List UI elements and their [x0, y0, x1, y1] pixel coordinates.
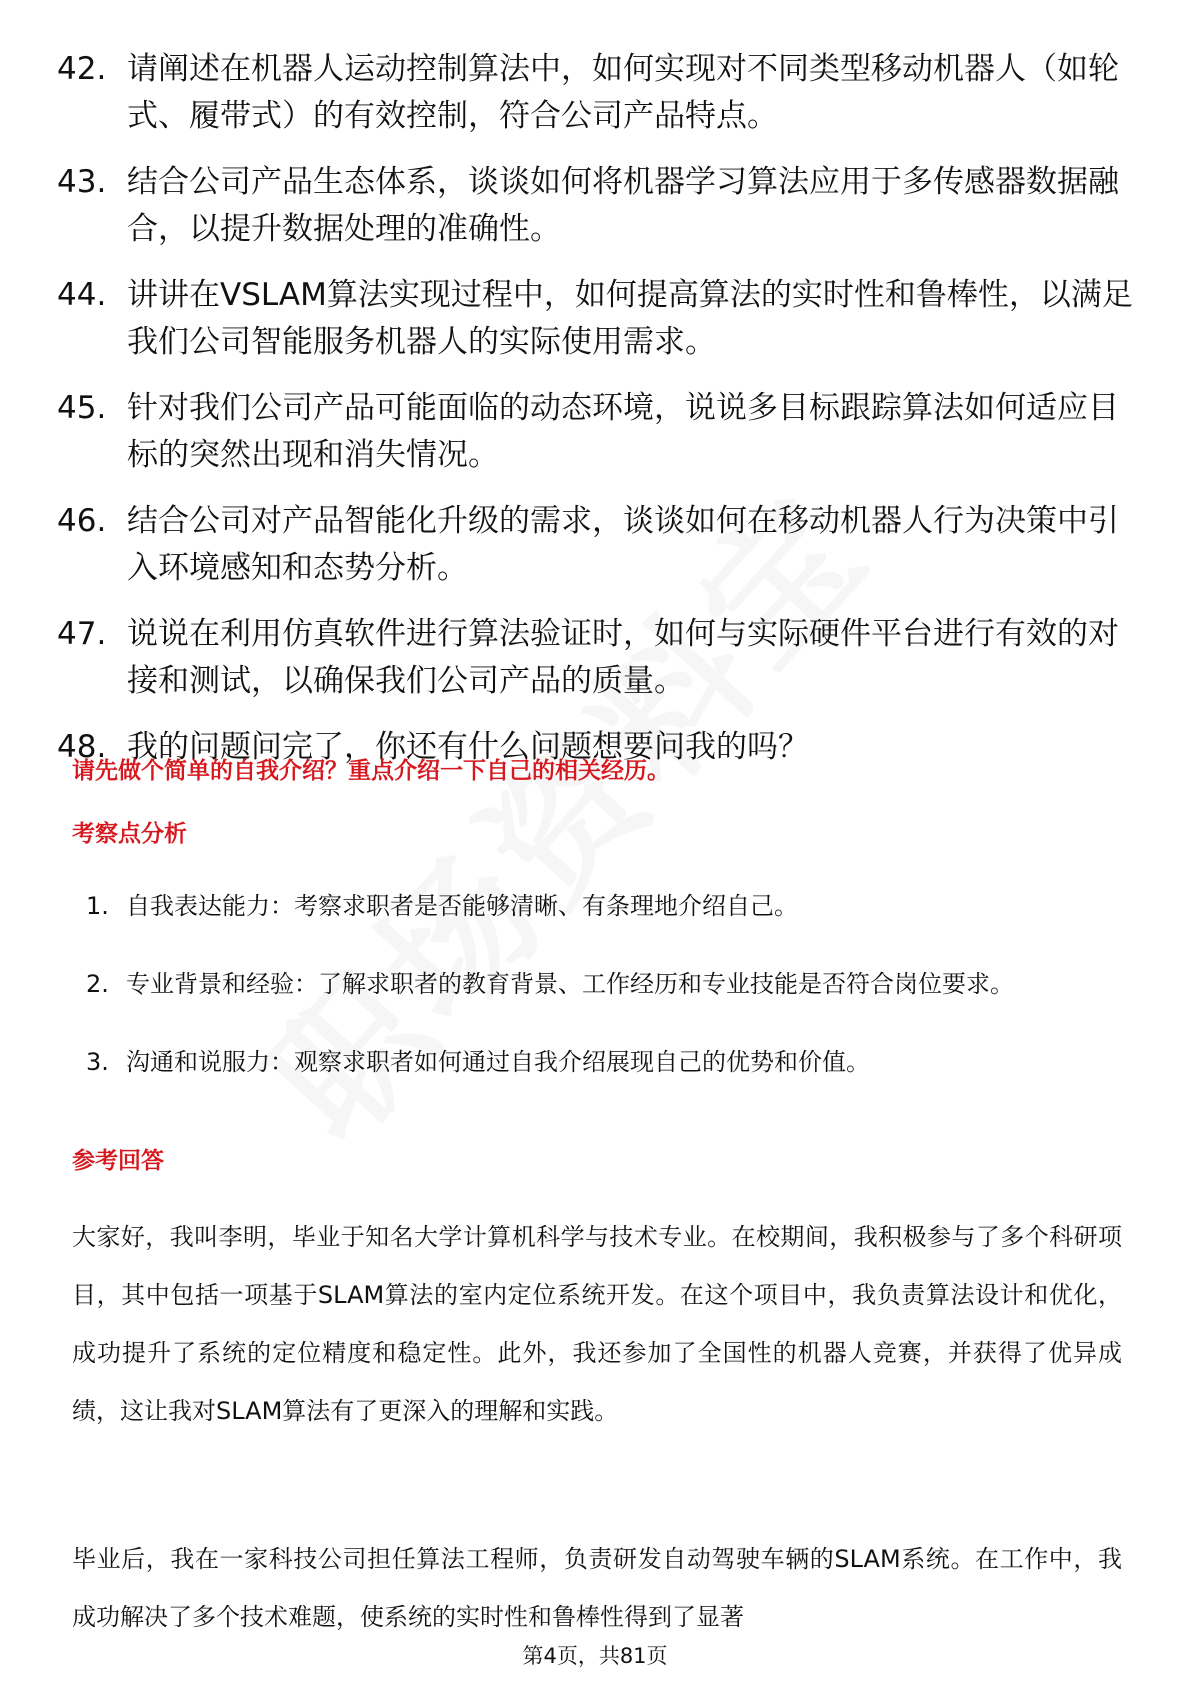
question-text: 我的问题问完了，你还有什么问题想要问我的吗？ — [127, 729, 809, 765]
analysis-point — [86, 956, 1126, 1012]
question-item — [57, 611, 1137, 705]
question-number: 46. — [57, 503, 107, 539]
question-text: 结合公司对产品智能化升级的需求，谈谈如何在移动机器人行为决策中引入环境感知和态势分析。 — [127, 503, 1119, 586]
question-text: 说说在利用仿真软件进行算法验证时，如何与实际硬件平台进行有效的对接和测试，以确保我们公司产品的质量。 — [127, 616, 1119, 699]
question-item — [57, 498, 1137, 592]
question-list — [57, 46, 1137, 790]
point-text: 沟通和说服力：观察求职者如何通过自我介绍展现自己的优势和价值。 — [126, 1048, 870, 1076]
question-item — [57, 159, 1137, 253]
question-number: 45. — [57, 390, 107, 426]
question-number: 43. — [57, 164, 107, 200]
question-text: 结合公司产品生态体系，谈谈如何将机器学习算法应用于多传感器数据融合，以提升数据处理的准确性。 — [127, 164, 1119, 247]
analysis-title: 考察点分析 — [72, 821, 187, 847]
featured-question: 请先做个简单的自我介绍？重点介绍一下自己的相关经历。 — [72, 758, 670, 784]
question-text: 请阐述在机器人运动控制算法中，如何实现对不同类型移动机器人（如轮式、履带式）的有效控制，符合公司产品特点。 — [127, 51, 1119, 134]
page-footer: 第4页，共81页 — [522, 1644, 668, 1668]
question-number: 48. — [57, 729, 107, 765]
question-item — [57, 46, 1137, 140]
point-number: 1. — [86, 892, 109, 920]
answer-paragraph: 毕业后，我在一家科技公司担任算法工程师，负责研发自动驾驶车辆的SLAM系统。在工作中，我成功解决了多个技术难题，使系统的实时性和鲁棒性得到了显著 — [72, 1545, 1122, 1631]
question-number: 42. — [57, 51, 107, 87]
point-number: 3. — [86, 1048, 109, 1076]
question-text: 针对我们公司产品可能面临的动态环境，说说多目标跟踪算法如何适应目标的突然出现和消失情况。 — [127, 390, 1119, 473]
point-text: 专业背景和经验：了解求职者的教育背景、工作经历和专业技能是否符合岗位要求。 — [126, 970, 1014, 998]
question-number: 44. — [57, 277, 107, 313]
question-text: 讲讲在VSLAM算法实现过程中，如何提高算法的实时性和鲁棒性，以满足我们公司智能服务机器人的实际使用需求。 — [127, 277, 1133, 360]
point-text: 自我表达能力：考察求职者是否能够清晰、有条理地介绍自己。 — [126, 892, 798, 920]
analysis-point — [86, 1034, 1126, 1090]
answer-title: 参考回答 — [72, 1148, 164, 1174]
analysis-points — [86, 878, 1126, 1112]
point-number: 2. — [86, 970, 109, 998]
question-item — [57, 272, 1137, 366]
question-item — [57, 385, 1137, 479]
analysis-point — [86, 878, 1126, 934]
answer-paragraph: 大家好，我叫李明，毕业于知名大学计算机科学与技术专业。在校期间，我积极参与了多个科研项目，其中包括一项基于SLAM算法的室内定位系统开发。在这个项目中，我负责算法设计和优化，成功提升了系统的定位精度和稳定性。此外，我还参加了全国性的机器人竞赛，并获得了优异成绩，这让我对SLAM算法有了更深入的理解和实践。 — [72, 1223, 1122, 1425]
question-number: 47. — [57, 616, 107, 652]
